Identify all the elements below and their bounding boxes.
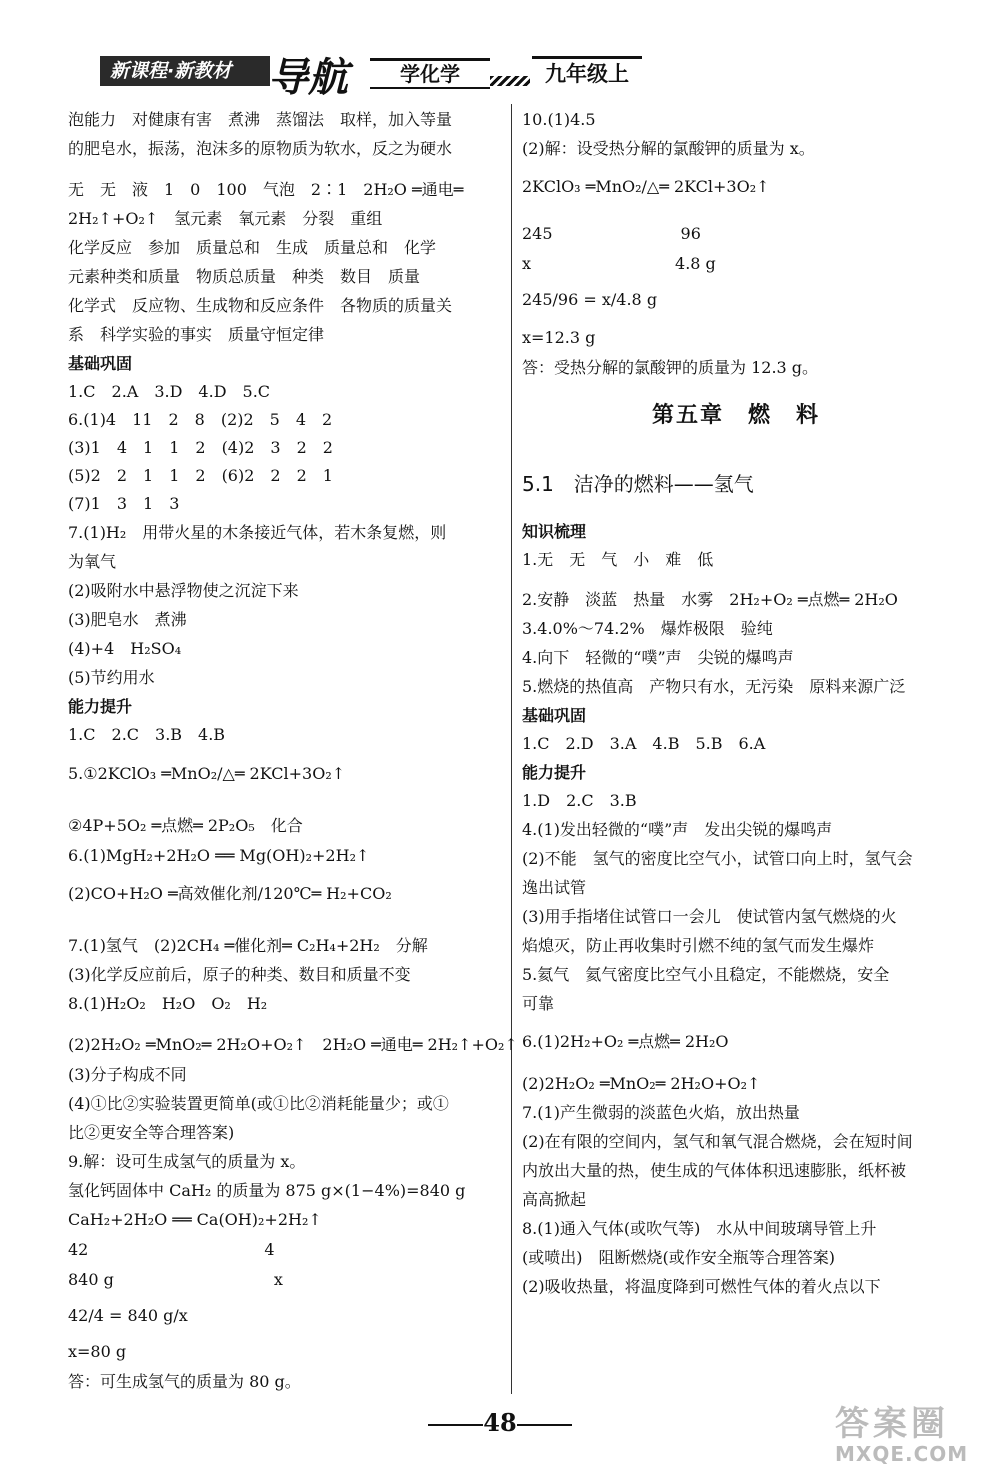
- text-line: x=80 g: [68, 1342, 127, 1361]
- text-line: 系 科学实验的事实 质量守恒定律: [68, 325, 325, 344]
- text-line: (5)2 2 1 1 2 (6)2 2 2 1: [68, 466, 333, 485]
- text-line: 的肥皂水，振荡，泡沫多的原物质为软水，反之为硬水: [68, 139, 453, 158]
- section-heading: 基础巩固: [522, 706, 587, 725]
- text-line: (3)肥皂水 煮沸: [68, 610, 187, 629]
- text-line: 1.无 无 气 小 难 低: [522, 550, 714, 569]
- page-number: 48: [483, 1408, 517, 1437]
- text-line: (2)吸收热量，将温度降到可燃性气体的着火点以下: [522, 1277, 881, 1296]
- text-line: 1.C 2.C 3.B 4.B: [68, 725, 226, 744]
- text-line: 840 g x: [68, 1270, 283, 1289]
- subject-label: 学化学: [370, 58, 490, 89]
- text-line: 10.(1)4.5: [522, 110, 596, 129]
- equation-line: 42/4 = 840 g/x: [68, 1306, 188, 1325]
- text-line: (2)不能 氢气的密度比空气小，试管口向上时，氢气会: [522, 849, 913, 868]
- text-line: 化学反应 参加 质量总和 生成 质量总和 化学: [68, 238, 437, 257]
- text-line: 9.解：设可生成氢气的质量为 x。: [68, 1152, 306, 1171]
- text-line: 8.(1)H₂O₂ H₂O O₂ H₂: [68, 994, 268, 1013]
- equation-line: 2.安静 淡蓝 热量 水雾 2H₂+O₂ ═点燃═ 2H₂O: [522, 590, 898, 609]
- column-divider: [511, 104, 512, 1394]
- footer-ornament-right: [517, 1424, 572, 1426]
- text-line: 7.(1)H₂ 用带火星的木条接近气体，若木条复燃，则: [68, 523, 447, 542]
- section-heading: 知识梳理: [522, 522, 587, 541]
- text-line: 1.C 2.D 3.A 4.B 5.B 6.A: [522, 734, 766, 753]
- brand-logo: 导航: [268, 55, 348, 101]
- text-line: (4)+4 H₂SO₄: [68, 639, 182, 658]
- text-line: (2)在有限的空间内，氢气和氧气混合燃烧，会在短时间: [522, 1132, 913, 1151]
- text-line: 为氧气: [68, 552, 117, 571]
- text-line: 比②更安全等合理答案): [68, 1123, 235, 1142]
- text-line: x 4.8 g: [522, 254, 716, 273]
- text-line: (3)1 4 1 1 2 (4)2 3 2 2: [68, 438, 333, 457]
- text-line: 氢化钙固体中 CaH₂ 的质量为 875 g×(1−4%)=840 g: [68, 1181, 466, 1200]
- equation-line: 7.(1)氢气 (2)2CH₄ ═催化剂═ C₂H₄+2H₂ 分解: [68, 936, 428, 955]
- text-line: 4.(1)发出轻微的“噗”声 发出尖锐的爆鸣声: [522, 820, 833, 839]
- text-line: 5.燃烧的热值高 产物只有水，无污染 原料来源广泛: [522, 677, 906, 696]
- text-line: 7.(1)产生微弱的淡蓝色火焰，放出热量: [522, 1103, 800, 1122]
- watermark-url: MXQE.COM: [835, 1442, 969, 1466]
- text-line: (5)节约用水: [68, 668, 155, 687]
- text-line: 6.(1)4 11 2 8 (2)2 5 4 2: [68, 410, 333, 429]
- page-header: [100, 50, 629, 101]
- text-line: (3)化学反应前后，原子的种类、数目和质量不变: [68, 965, 411, 984]
- section-heading: 基础巩固: [68, 354, 133, 373]
- grade-label: 九年级上: [532, 56, 642, 89]
- text-line: (7)1 3 1 3: [68, 494, 180, 513]
- text-line: (2)解：设受热分解的氯酸钾的质量为 x。: [522, 139, 815, 158]
- equation-line: (2)2H₂O₂ ═MnO₂═ 2H₂O+O₂↑ 2H₂O ═通电═ 2H₂↑+O₂↑: [68, 1035, 518, 1054]
- text-line: 2H₂↑+O₂↑ 氢元素 氧元素 分裂 重组: [68, 209, 383, 228]
- text-line: (3)用手指堵住试管口一会儿 使试管内氢气燃烧的火: [522, 907, 897, 926]
- text-line: 无 无 液 1 0 100 气泡 2∶1 2H₂O ═通电═: [68, 180, 464, 199]
- text-line: 焰熄灭，防止再收集时引燃不纯的氢气而发生爆炸: [522, 936, 875, 955]
- watermark: [835, 1405, 985, 1469]
- text-line: 逸出试管: [522, 878, 587, 897]
- text-line: 8.(1)通入气体(或吹气等) 水从中间玻璃导管上升: [522, 1219, 877, 1238]
- text-line: (或喷出) 阻断燃烧(或作安全瓶等合理答案): [522, 1248, 835, 1267]
- text-line: 内放出大量的热，使生成的气体体积迅速膨胀，纸杯被: [522, 1161, 907, 1180]
- text-line: 245 96: [522, 224, 701, 243]
- section-heading: 能力提升: [68, 697, 133, 716]
- equation-line: (2)CO+H₂O ═高效催化剂/120℃═ H₂+CO₂: [68, 884, 392, 903]
- text-line: 答：可生成氢气的质量为 80 g。: [68, 1372, 301, 1391]
- text-line: 化学式 反应物、生成物和反应条件 各物质的质量关: [68, 296, 453, 315]
- equation-line: 245/96 = x/4.8 g: [522, 290, 658, 309]
- equation-line: 6.(1)MgH₂+2H₂O ══ Mg(OH)₂+2H₂↑: [68, 846, 370, 865]
- equation-line: CaH₂+2H₂O ══ Ca(OH)₂+2H₂↑: [68, 1210, 322, 1229]
- header-hatch-decoration: [490, 76, 530, 86]
- text-line: 42 4: [68, 1240, 275, 1259]
- text-line: 1.C 2.A 3.D 4.D 5.C: [68, 382, 271, 401]
- equation-line: 2KClO₃ ═MnO₂/△═ 2KCl+3O₂↑: [522, 177, 770, 196]
- text-line: 1.D 2.C 3.B: [522, 791, 637, 810]
- equation-line: (2)2H₂O₂ ═MnO₂═ 2H₂O+O₂↑: [522, 1074, 761, 1093]
- section-heading: 能力提升: [522, 763, 587, 782]
- text-line: 可靠: [522, 994, 555, 1013]
- watermark-text: 答案圈: [835, 1404, 949, 1444]
- text-line: (4)①比②实验装置更简单(或①比②消耗能量少；或①: [68, 1094, 449, 1113]
- section-title: 5.1 洁净的燃料——氢气: [522, 472, 754, 496]
- equation-line: 6.(1)2H₂+O₂ ═点燃═ 2H₂O: [522, 1032, 729, 1051]
- text-line: (2)吸附水中悬浮物使之沉淀下来: [68, 581, 299, 600]
- text-line: 5.氦气 氦气密度比空气小且稳定，不能燃烧，安全: [522, 965, 890, 984]
- chapter-title: 第五章 燃 料: [652, 403, 821, 428]
- footer-ornament-left: [428, 1424, 483, 1426]
- page-footer: [400, 1408, 600, 1438]
- text-line: x=12.3 g: [522, 328, 596, 347]
- series-label: 新课程·新教材: [100, 56, 270, 86]
- text-line: 4.向下 轻微的“噗”声 尖锐的爆鸣声: [522, 648, 794, 667]
- text-line: 高高掀起: [522, 1190, 587, 1209]
- equation-line: 5.①2KClO₃ ═MnO₂/△═ 2KCl+3O₂↑: [68, 764, 346, 783]
- text-line: 3.4.0%～74.2% 爆炸极限 验纯: [522, 619, 773, 638]
- text-line: 元素种类和质量 物质总质量 种类 数目 质量: [68, 267, 421, 286]
- text-line: 泡能力 对健康有害 煮沸 蒸馏法 取样，加入等量: [68, 110, 453, 129]
- text-line: (3)分子构成不同: [68, 1065, 187, 1084]
- equation-line: ②4P+5O₂ ═点燃═ 2P₂O₅ 化合: [68, 816, 303, 835]
- text-line: 答：受热分解的氯酸钾的质量为 12.3 g。: [522, 358, 819, 377]
